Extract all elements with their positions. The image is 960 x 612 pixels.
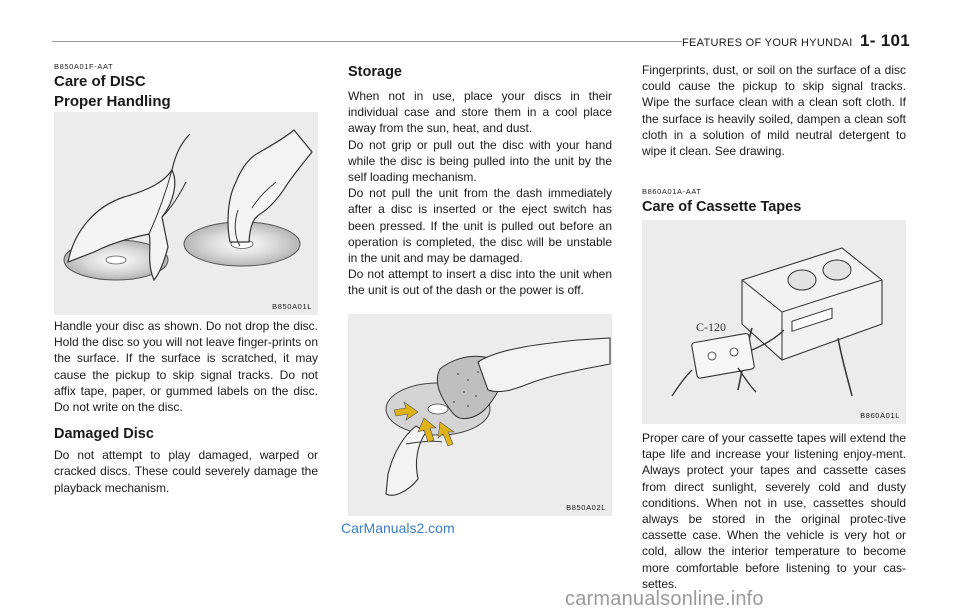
header-title: FEATURES OF YOUR HYUNDAI xyxy=(682,37,853,49)
damaged-disc-paragraph: Do not attempt to play damaged, warped or cracked discs. These could severely damage the playback mechanism. xyxy=(54,448,318,495)
section-code: B850A01F-AAT xyxy=(54,62,114,71)
disc-handling-illustration xyxy=(54,112,318,315)
storage-title: Storage xyxy=(348,64,402,80)
disc-handling-figure xyxy=(54,112,318,315)
fingerprints-paragraph: Fingerprints, dust, or soil on the surface of a disc could cause the pickup to skip signal tracks. Wipe the surface clean with a clean soft cloth. If the surface is heavily soiled, dampen a clean soft cloth in a solution of mild neutral detergent to wipe it clean. See drawing. xyxy=(642,63,906,159)
cassette-illustration xyxy=(642,220,906,424)
header-rule xyxy=(52,41,682,42)
column-right xyxy=(642,62,906,159)
disc-cleaning-illustration xyxy=(348,314,612,516)
figure-caption: B860A01L xyxy=(860,411,900,420)
cassette-figure xyxy=(642,220,906,424)
cassette-label: C-120 xyxy=(696,320,726,334)
column-right-body xyxy=(642,430,906,592)
damaged-disc-title: Damaged Disc xyxy=(54,426,154,443)
handling-paragraph: Handle your disc as shown. Do not drop the disc. Hold the disc so you will not leave finger-prints on the surface. If the surface is scratched, it may cause the pickup to skip signal tracks. Do not affix tape, paper, or gummed labels on the disc. Do not write on the disc. xyxy=(54,319,318,415)
page-header xyxy=(682,31,910,51)
column-middle xyxy=(348,62,612,331)
watermark-carmanualsonline[interactable]: carmanualsonline.info xyxy=(565,588,764,610)
storage-paragraph: When not in use, place your discs in their individual case and store them in a cool place away from the sun, heat, and dust. Do not grip or pull out the disc with your hand while the disc is being pulled into the unit by the self loading mechanism. Do not pull the unit from the dash immediately after a disc is inserted or the eject switch has been pressed. If the unit is pulled out before an operation is completed, the disc will be unstable in the unit and may be damaged. Do not attempt to insert a disc into the unit when the unit is out of the dash or the power is off. xyxy=(348,89,612,298)
subsection-title: Proper Handling xyxy=(54,93,171,110)
cassette-title: Care of Cassette Tapes xyxy=(642,199,802,215)
section-code: B860A01A-AAT xyxy=(642,187,702,196)
cassette-paragraph: Proper care of your cassette tapes will extend the tape life and increase your listening enjoy-ment. Always protect your tapes and cassette cases from direct sunlight, severely cold and dusty conditions. When not in use, cassettes should always be stored in the original protec-tive cassette case. When the vehicle is very hot or cold, allow the interior temperature to become more comfortable before listening to your cas-settes. xyxy=(642,431,906,591)
cassette-section-header xyxy=(642,187,906,217)
watermark-carmanuals2[interactable]: CarManuals2.com xyxy=(341,520,455,536)
disc-cleaning-figure xyxy=(348,314,612,516)
column-left-body xyxy=(54,318,318,496)
figure-caption: B850A01L xyxy=(272,302,312,311)
page-number: 1- 101 xyxy=(859,31,910,50)
section-title: Care of DISC xyxy=(54,73,146,90)
figure-caption: B850A02L xyxy=(566,503,606,512)
column-left xyxy=(54,62,318,112)
